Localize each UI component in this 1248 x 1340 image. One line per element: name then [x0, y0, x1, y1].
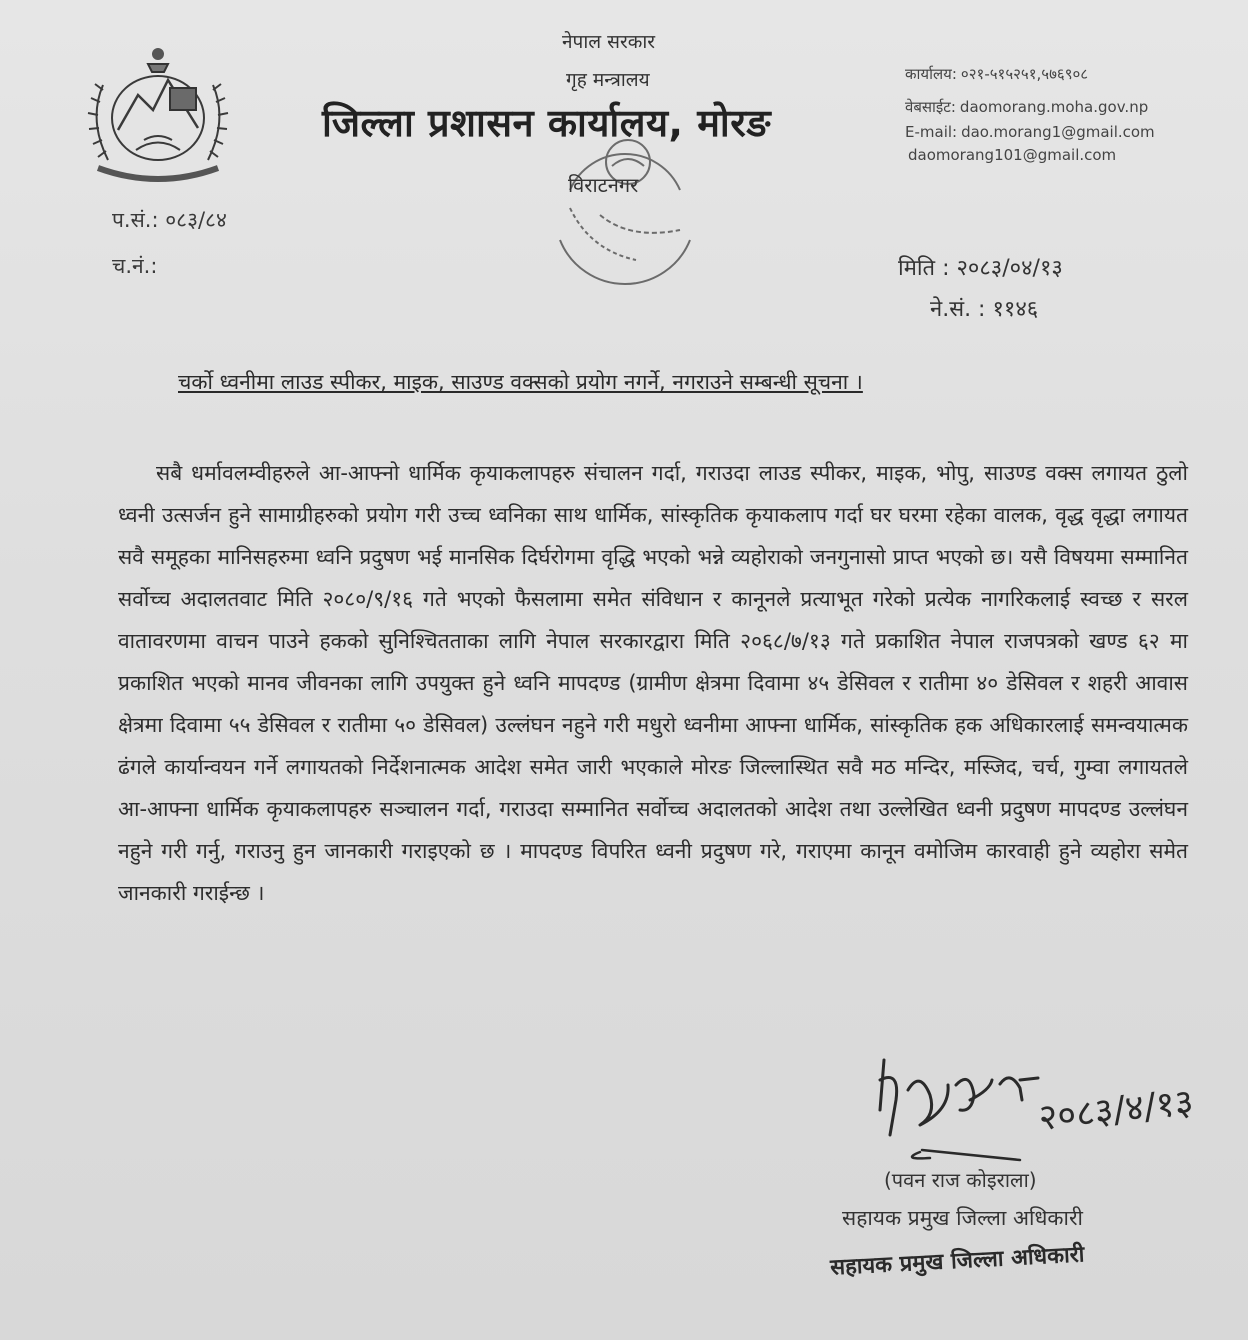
ministry-label: गृह मन्त्रालय [566, 69, 650, 91]
nepal-emblem-icon [78, 40, 238, 190]
office-title: जिल्ला प्रशासन कार्यालय, मोरङ [322, 101, 772, 145]
contact-phone-label: कार्यालय: [905, 65, 957, 83]
handwritten-signature [860, 1040, 1220, 1180]
contact-email [905, 123, 1155, 141]
letter-number: प.सं.: ०८३/८४ [112, 208, 227, 232]
signatory-title: सहायक प्रमुख जिल्ला अधिकारी [842, 1206, 1083, 1230]
contact-website-label: वेबसाईट: [905, 98, 956, 116]
contact-phone-value: ०२१-५१५२५१,५७६९०८ [960, 65, 1089, 83]
government-label: नेपाल सरकार [562, 31, 656, 53]
signatory-title-stamp: सहायक प्रमुख जिल्ला अधिकारी [829, 1242, 1086, 1281]
handwritten-date: २०८३/४/१३ [1036, 1081, 1196, 1139]
notice-body: सबै धर्मावलम्वीहरुले आ-आफ्नो धार्मिक कृयाकलापहरु संचालन गर्दा, गराउदा लाउड स्पीकर, माइक, भोपु, साउण्ड वक्स लगायत ठुलो ध्वनी उत्सर्जन हुने सामाग्रीहरुको प्रयोग गरी उच्च ध्वनिका साथ धार्मिक, सांस्कृतिक कृयाकलाप गर्दा घर घरमा रहेका वालक, वृद्ध वृद्धा लगायत सवै समूहका मानिसहरुमा ध्वनि प्रदुषण भई मानसिक दिर्घरोगमा वृद्धि भएको भन्ने व्यहोराको जनगुनासो प्राप्त भएको छ। यसै विषयमा सम्मानित सर्वोच्च अदालतवाट मिति २०८०/९/१६ गते भएको फैसलामा समेत संविधान र कानूनले प्रत्याभूत गरेको प्रत्येक नागरिकलाई स्वच्छ र सरल वातावरणमा वाचन पाउने हकको सुनिश्चितताका लागि नेपाल सरकारद्वारा मिति २०६८/७/१३ गते प्रकाशित नेपाल राजपत्रको खण्ड ६२ मा प्रकाशित भएको मानव जीवनका लागि उपयुक्त हुने ध्वनि मापदण्ड (ग्रामीण क्षेत्रमा दिवामा ४५ डेसिवल र रातीमा ४० डेसिवल र शहरी आवास क्षेत्रमा दिवामा ५५ डेसिवल र रातीमा ५० डेसिवल) उल्लंघन नहुने गरी मधुरो ध्वनीमा आफ्ना धार्मिक, सांस्कृतिक हक अधिकारलाई समन्वयात्मक ढंगले कार्यान्वयन गर्ने लगायतको निर्देशनात्मक आदेश समेत जारी भएकाले मोरङ जिल्लास्थित सवै मठ मन्दिर, मस्जिद, चर्च, गुम्वा लगायतले आ-आफ्ना धार्मिक कृयाकलापहरु सञ्चालन गर्दा, गराउदा सम्मानित सर्वोच्च अदालतको आदेश तथा उल्लेखित ध्वनी प्रदुषण मापदण्ड उल्लंघन नहुने गरी गर्नु, गराउनु हुन जानकारी गराइएको छ । मापदण्ड विपरित ध्वनी प्रदुषण गरे, गराएमा कानून वमोजिम कारवाही हुने व्यहोरा समेत जानकारी गराईन्छ । [118, 461, 1188, 905]
dispatch-number: च.नं.: [112, 254, 158, 278]
contact-phone [905, 64, 1088, 84]
contact-email-value: dao.morang1@gmail.com [961, 123, 1155, 141]
issue-date: मिति : २०८३/०४/१३ [898, 256, 1063, 281]
notice-subject: चर्को ध्वनीमा लाउड स्पीकर, माइक, साउण्ड वक्सको प्रयोग नगर्ने, नगराउने सम्बन्धी सूचना । [178, 370, 863, 394]
signatory-name: (पवन राज कोइराला) [884, 1168, 1037, 1192]
office-seal-stamp [540, 130, 710, 290]
contact-website-value: daomorang.moha.gov.np [959, 98, 1149, 116]
seal-stamp-text: विराटनगर [568, 173, 639, 197]
contact-email-2: daomorang101@gmail.com [908, 146, 1117, 164]
nepal-sambat-date: ने.सं. : ११४६ [930, 297, 1039, 322]
contact-website [905, 97, 1148, 117]
contact-email-label: E-mail: [905, 123, 958, 141]
